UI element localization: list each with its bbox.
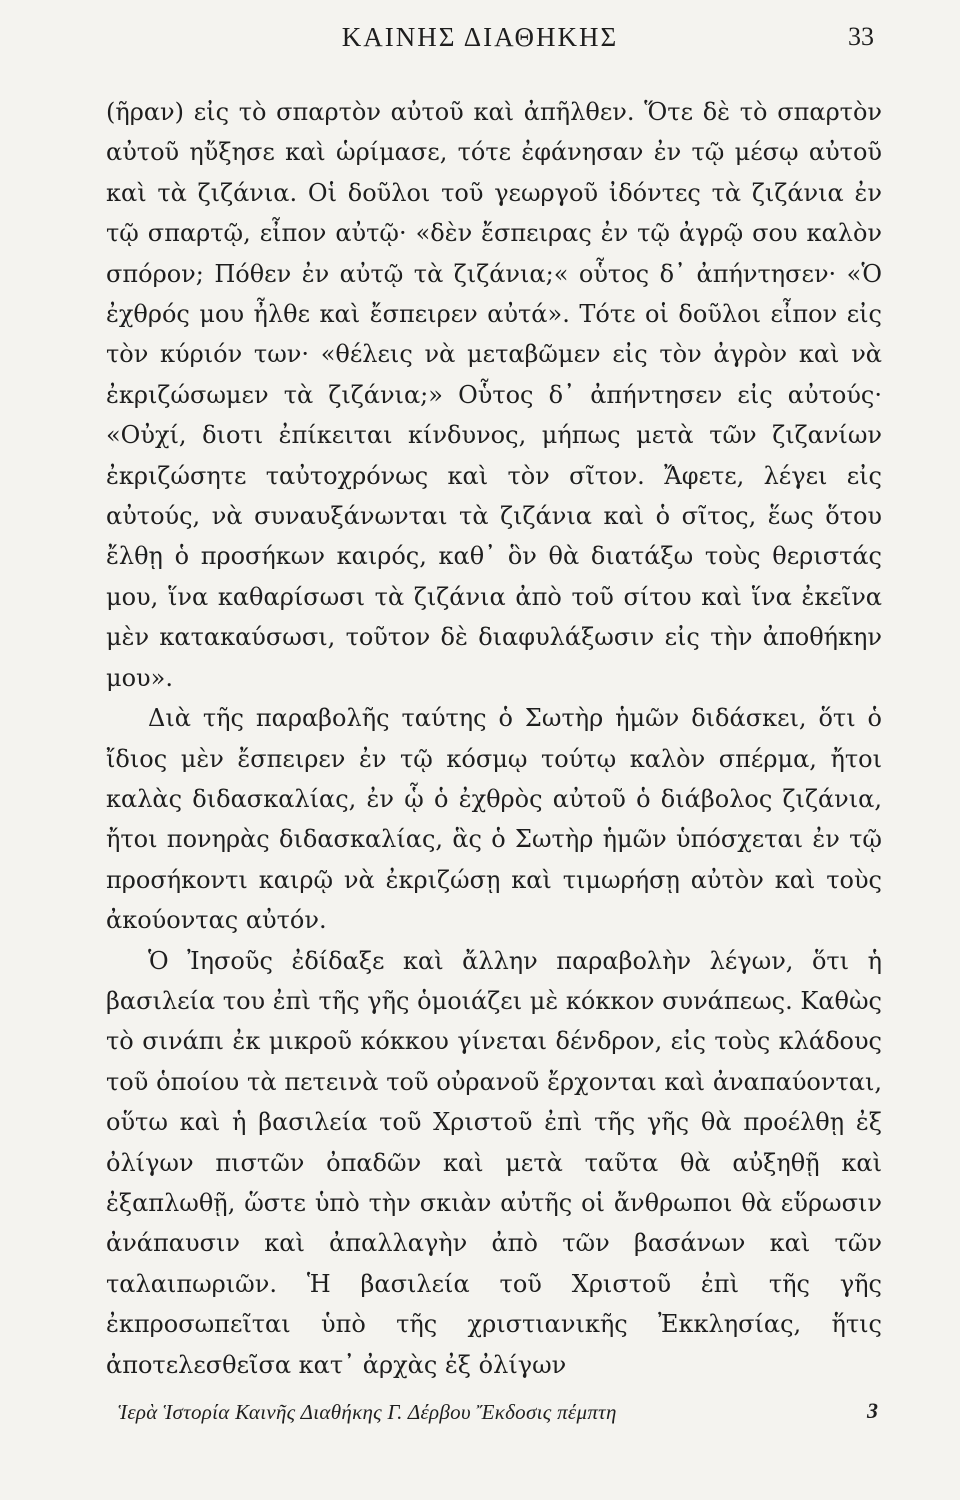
paragraph-explanation: Διὰ τῆς παραβολῆς ταύτης ὁ Σωτὴρ ἡμῶν διδάσκει, ὅτι ὁ ἴδιος μὲν ἔσπειρεν ἐν τῷ κόσμῳ τούτῳ καλὸν σπέρμα, ἤτοι καλὰς διδασκαλίας, ἐν ᾧ ὁ ἐχθρὸς αὐτοῦ ὁ διάβολος ζιζάνια, ἤτοι πονηρὰς διδασκαλίας, ἃς ὁ Σωτὴρ ἡμῶν ὑπόσχεται ἐν τῷ προσήκοντι καιρῷ νὰ ἐκριζώσῃ καὶ τιμωρήσῃ αὐτὸν καὶ τοὺς ἀκούοντας αὐτόν. [106,704,882,935]
footer-book-title: Ἱερὰ Ἱστορία Καινῆς Διαθήκης Γ. Δέρβου Ἔκδοσις πέμπτη [118,1400,617,1424]
paragraph-parable-tares: (ῆραν) εἰς τὸ σπαρτὸν αὐτοῦ καὶ ἀπῆλθεν. Ὅτε δὲ τὸ σπαρτὸν αὐτοῦ ηὔξησε καὶ ὡρίμασε, τότε ἐφάνησαν ἐν τῷ μέσῳ αὐτοῦ καὶ τὰ ζιζάνια. Οἱ δοῦλοι τοῦ γεωργοῦ ἰδόντες τὰ ζιζάνια ἐν τῷ σπαρτῷ, εἶπον αὐτῷ· «δὲν ἔσπειρας ἐν τῷ ἀγρῷ σου καλὸν σπόρον; Πόθεν ἐν αὐτῷ τὰ ζιζάνια;« οὗτος δ᾿ ἀπήντησεν· «Ὁ ἐχθρός μου ἦλθε καὶ ἔσπειρεν αὐτά». Τότε οἱ δοῦλοι εἶπον εἰς τὸν κύριόν των· «θέλεις νὰ μεταβῶμεν εἰς τὸν ἀγρὸν καὶ νὰ ἐκριζώσωμεν τὰ ζιζάνια;» Οὗτος δ᾿ ἀπήντησεν εἰς αὐτούς· «Οὐχί, διοτι ἐπίκειται κίνδυνος, μήπως μετὰ τῶν ζιζανίων ἐκριζώσητε ταὐτοχρόνως καὶ τὸν σῖτον. Ἄφετε, λέγει εἰς αὐτούς, νὰ συναυξάνωνται τὰ ζιζάνια καὶ ὁ σῖτος, ἕως ὅτου ἔλθῃ ὁ προσήκων καιρός, καθ᾿ ὃν θὰ διατάξω τοὺς θεριστάς μου, ἵνα καθαρίσωσι τὰ ζιζάνια ἀπὸ τοῦ σίτου καὶ ἵνα ἐκεῖνα μὲν κατακαύσωσι, τοῦτον δὲ διαφυλάξωσιν εἰς τὴν ἀποθήκην μου». [106,98,882,692]
running-title: ΚΑΙΝΗΣ ΔΙΑΘΗΚΗΣ [341,22,619,52]
paragraph-mustard-seed: Ὁ Ἰησοῦς ἐδίδαξε καὶ ἄλλην παραβολὴν λέγων, ὅτι ἡ βασιλεία του ἐπὶ τῆς γῆς ὁμοιάζει μὲ κόκκον συνάπεως. Καθὼς τὸ σινάπι ἐκ μικροῦ κόκκου γίνεται δένδρον, εἰς τοὺς κλάδους τοῦ ὁποίου τὰ πετεινὰ τοῦ οὐρανοῦ ἔρχονται καὶ ἀναπαύονται, οὕτω καὶ ἡ βασιλεία τοῦ Χριστοῦ ἐπὶ τῆς γῆς θὰ προέλθῃ ἐξ ὀλίγων πιστῶν ὀπαδῶν καὶ μετὰ ταῦτα θὰ αὐξηθῇ καὶ ἐξαπλωθῇ, ὥστε ὑπὸ τὴν σκιὰν αὐτῆς οἱ ἄνθρωποι θὰ εὕρωσιν ἀνάπαυσιν καὶ ἀπαλλαγὴν ἀπὸ τῶν βασάνων καὶ τῶν ταλαιπωριῶν. Ἡ βασιλεία τοῦ Χριστοῦ ἐπὶ τῆς γῆς ἐκπροσωπεῖται ὑπὸ τῆς χριστιανικῆς Ἐκκλησίας, ἥτις ἀποτελεσθεῖσα κατ᾿ ἀρχὰς ἐξ ὀλίγων [106,946,882,1379]
page-number: 33 [848,22,874,51]
footer [118,1400,878,1436]
signature-number: 3 [867,1398,878,1423]
body-text [106,92,882,1385]
running-head [0,22,960,62]
